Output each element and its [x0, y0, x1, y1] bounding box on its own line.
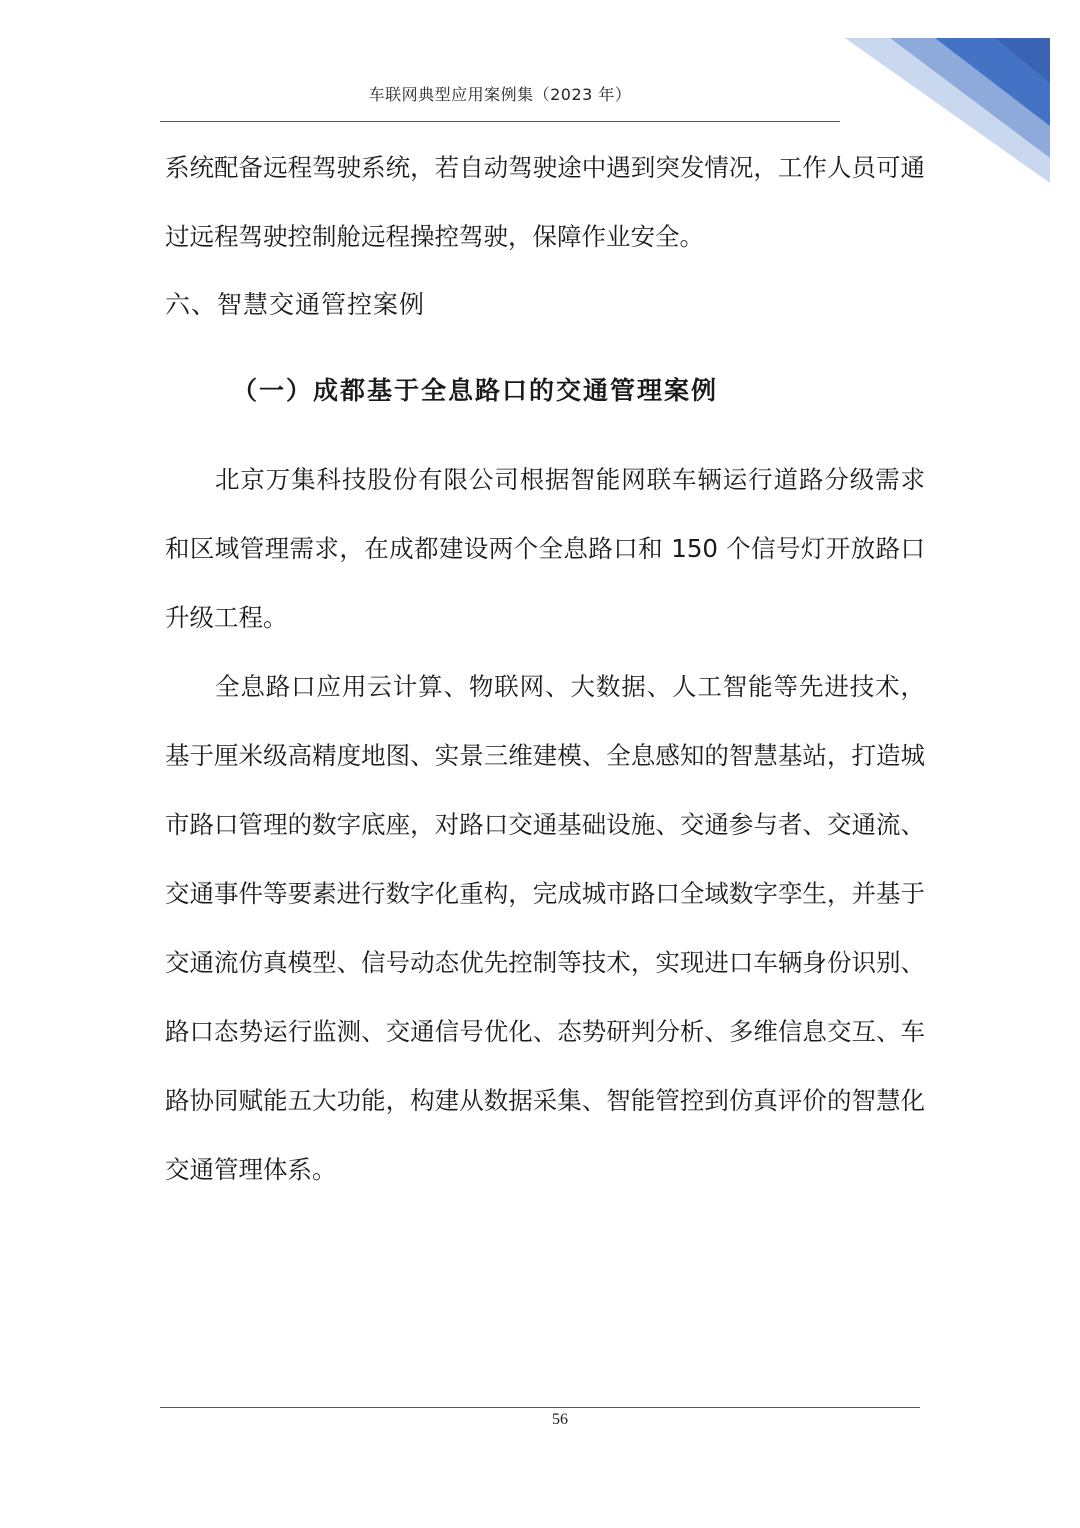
section-heading: 六、智慧交通管控案例 [165, 290, 426, 319]
page-number: 56 [552, 1411, 568, 1428]
body-paragraph-2: 全息路口应用云计算、物联网、大数据、人工智能等先进技术，基于厘米级高精度地图、实景三维建模、全息感知的智慧基站，打造城市路口管理的数字底座，对路口交通基础设施、交通参与者、交通流、交通事件等要素进行数字化重构，完成城市路口全域数字孪生，并基于交通流仿真模型、信号动态优先控制等技术，实现进口车辆身份识别、路口态势运行监测、交通信号优化、态势研判分析、多维信息交互、车路协同赋能五大功能，构建从数据采集、智能管控到仿真评价的智慧化交通管理体系。 [165, 672, 925, 1184]
subsection-heading: （一）成都基于全息路口的交通管理案例 [232, 376, 719, 405]
body-paragraph-1: 北京万集科技股份有限公司根据智能网联车辆运行道路分级需求和区域管理需求，在成都建设两个全息路口和 150 个信号灯开放路口升级工程。 [165, 465, 925, 632]
header-divider [160, 121, 840, 122]
footer-divider [160, 1407, 920, 1408]
continuation-paragraph: 系统配备远程驾驶系统，若自动驾驶途中遇到突发情况，工作人员可通过远程驾驶控制舱远程操控驾驶，保障作业安全。 [165, 153, 925, 251]
running-header: 车联网典型应用案例集（2023 年） [368, 85, 632, 104]
